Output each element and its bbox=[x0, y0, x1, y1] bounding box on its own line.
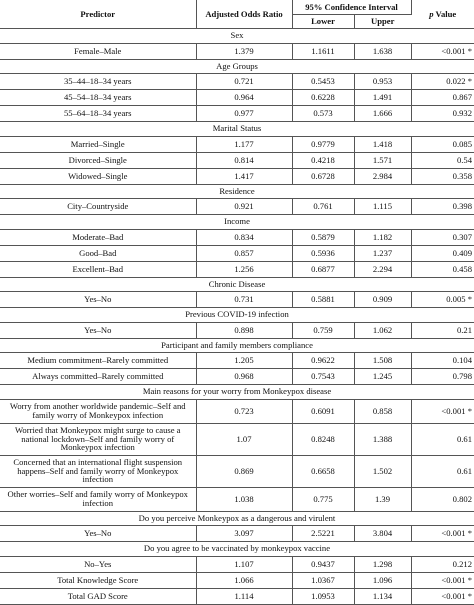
ci-upper-cell: 1.491 bbox=[354, 90, 411, 106]
predictor-cell: Other worries–Self and family worry of Monkeypox infection bbox=[0, 487, 196, 511]
ci-upper-cell: 1.39 bbox=[354, 487, 411, 511]
aor-cell: 1.07 bbox=[196, 423, 292, 455]
ci-lower-cell: 1.0953 bbox=[292, 588, 354, 604]
p-value-cell: 0.867 bbox=[411, 90, 474, 106]
ci-upper-cell: 0.909 bbox=[354, 292, 411, 308]
ci-upper-cell: 1.237 bbox=[354, 245, 411, 261]
p-value-cell: 0.398 bbox=[411, 199, 474, 215]
table-row bbox=[0, 90, 474, 106]
aor-cell: 1.114 bbox=[196, 588, 292, 604]
ci-lower-cell: 0.6728 bbox=[292, 168, 354, 184]
ci-lower-cell: 0.5879 bbox=[292, 229, 354, 245]
p-value-cell: 0.358 bbox=[411, 168, 474, 184]
section-label: Participant and family members compliance bbox=[0, 338, 474, 353]
ci-lower-cell: 0.775 bbox=[292, 487, 354, 511]
ci-lower-cell: 0.5881 bbox=[292, 292, 354, 308]
predictor-cell: Female–Male bbox=[0, 43, 196, 59]
p-value-cell: 0.458 bbox=[411, 261, 474, 277]
table-row bbox=[0, 245, 474, 261]
predictor-cell: Yes–No bbox=[0, 292, 196, 308]
predictor-cell: Moderate–Bad bbox=[0, 229, 196, 245]
p-value-cell: 0.212 bbox=[411, 556, 474, 572]
ci-lower-cell: 0.5936 bbox=[292, 245, 354, 261]
section-row bbox=[0, 29, 474, 44]
aor-cell: 1.038 bbox=[196, 487, 292, 511]
aor-cell: 1.066 bbox=[196, 572, 292, 588]
section-label: Main reasons for your worry from Monkeypox disease bbox=[0, 385, 474, 400]
predictor-cell: Yes–No bbox=[0, 526, 196, 542]
aor-cell: 0.869 bbox=[196, 455, 292, 487]
predictor-cell: Widowed–Single bbox=[0, 168, 196, 184]
header-confidence-interval: 95% Confidence Interval bbox=[292, 0, 411, 15]
predictor-cell: Yes–No bbox=[0, 322, 196, 338]
table-row bbox=[0, 199, 474, 215]
aor-cell: 1.107 bbox=[196, 556, 292, 572]
ci-lower-cell: 0.7543 bbox=[292, 369, 354, 385]
ci-upper-cell: 1.182 bbox=[354, 229, 411, 245]
p-value-cell: 0.54 bbox=[411, 152, 474, 168]
p-value-cell: <0.001 * bbox=[411, 526, 474, 542]
table-row bbox=[0, 526, 474, 542]
section-label: Marital Status bbox=[0, 122, 474, 137]
ci-lower-cell: 2.5221 bbox=[292, 526, 354, 542]
predictor-cell: Divorced–Single bbox=[0, 152, 196, 168]
section-row bbox=[0, 122, 474, 137]
table-row bbox=[0, 168, 474, 184]
ci-lower-cell: 0.6228 bbox=[292, 90, 354, 106]
ci-lower-cell: 0.4218 bbox=[292, 152, 354, 168]
table-row bbox=[0, 292, 474, 308]
p-value-cell: 0.085 bbox=[411, 136, 474, 152]
header-upper: Upper bbox=[354, 15, 411, 29]
aor-cell: 0.814 bbox=[196, 152, 292, 168]
table-row bbox=[0, 74, 474, 90]
aor-cell: 0.968 bbox=[196, 369, 292, 385]
predictor-cell: Excellent–Bad bbox=[0, 261, 196, 277]
ci-lower-cell: 0.573 bbox=[292, 106, 354, 122]
ci-upper-cell: 1.571 bbox=[354, 152, 411, 168]
header-lower: Lower bbox=[292, 15, 354, 29]
section-row bbox=[0, 215, 474, 230]
table-row bbox=[0, 322, 474, 338]
table-row bbox=[0, 106, 474, 122]
header-p-letter: p bbox=[429, 8, 434, 19]
section-row bbox=[0, 184, 474, 199]
ci-lower-cell: 1.0367 bbox=[292, 572, 354, 588]
p-value-cell: 0.005 * bbox=[411, 292, 474, 308]
p-value-cell: 0.104 bbox=[411, 353, 474, 369]
aor-cell: 1.177 bbox=[196, 136, 292, 152]
ci-lower-cell: 0.8248 bbox=[292, 423, 354, 455]
predictor-cell: Worried that Monkeypox might surge to cause a national lockdown–Self and family worry of Monkeypox infection bbox=[0, 423, 196, 455]
predictor-cell: 45–54–18–34 years bbox=[0, 90, 196, 106]
p-value-cell: 0.21 bbox=[411, 322, 474, 338]
ci-upper-cell: 1.096 bbox=[354, 572, 411, 588]
predictor-cell: Good–Bad bbox=[0, 245, 196, 261]
predictor-cell: Concerned that an international flight suspension happens–Self and family worry of Monkeypox infection bbox=[0, 455, 196, 487]
ci-lower-cell: 0.5453 bbox=[292, 74, 354, 90]
table-row bbox=[0, 588, 474, 604]
ci-upper-cell: 0.953 bbox=[354, 74, 411, 90]
header-p-suffix: Value bbox=[433, 8, 457, 19]
ci-lower-cell: 0.9437 bbox=[292, 556, 354, 572]
table-row bbox=[0, 152, 474, 168]
predictor-cell: City–Countryside bbox=[0, 199, 196, 215]
ci-lower-cell: 0.6877 bbox=[292, 261, 354, 277]
predictor-cell: 35–44–18–34 years bbox=[0, 74, 196, 90]
table-body bbox=[0, 29, 474, 605]
section-label: Age Groups bbox=[0, 59, 474, 74]
section-row bbox=[0, 277, 474, 292]
section-label: Residence bbox=[0, 184, 474, 199]
ci-upper-cell: 1.638 bbox=[354, 43, 411, 59]
aor-cell: 0.898 bbox=[196, 322, 292, 338]
section-label: Previous COVID-19 infection bbox=[0, 308, 474, 323]
section-row bbox=[0, 308, 474, 323]
predictor-cell: Total Knowledge Score bbox=[0, 572, 196, 588]
table-row bbox=[0, 572, 474, 588]
aor-cell: 0.723 bbox=[196, 399, 292, 423]
ci-lower-cell: 0.9779 bbox=[292, 136, 354, 152]
table-row bbox=[0, 136, 474, 152]
predictor-cell: Total GAD Score bbox=[0, 588, 196, 604]
p-value-cell: 0.932 bbox=[411, 106, 474, 122]
aor-cell: 0.721 bbox=[196, 74, 292, 90]
p-value-cell: 0.409 bbox=[411, 245, 474, 261]
p-value-cell: 0.802 bbox=[411, 487, 474, 511]
ci-lower-cell: 0.761 bbox=[292, 199, 354, 215]
section-label: Income bbox=[0, 215, 474, 230]
predictor-cell: Married–Single bbox=[0, 136, 196, 152]
table-row bbox=[0, 423, 474, 455]
ci-upper-cell: 1.508 bbox=[354, 353, 411, 369]
table-row bbox=[0, 399, 474, 423]
aor-cell: 1.379 bbox=[196, 43, 292, 59]
header-predictor: Predictor bbox=[0, 0, 196, 29]
table-row bbox=[0, 261, 474, 277]
aor-cell: 0.731 bbox=[196, 292, 292, 308]
p-value-cell: 0.307 bbox=[411, 229, 474, 245]
p-value-cell: <0.001 * bbox=[411, 43, 474, 59]
ci-upper-cell: 1.062 bbox=[354, 322, 411, 338]
predictor-cell: No–Yes bbox=[0, 556, 196, 572]
section-row bbox=[0, 338, 474, 353]
table-header bbox=[0, 0, 474, 29]
p-value-cell: 0.61 bbox=[411, 455, 474, 487]
aor-cell: 3.097 bbox=[196, 526, 292, 542]
ci-upper-cell: 0.858 bbox=[354, 399, 411, 423]
table-row bbox=[0, 369, 474, 385]
p-value-cell: 0.798 bbox=[411, 369, 474, 385]
predictor-cell: Medium commitment–Rarely committed bbox=[0, 353, 196, 369]
ci-lower-cell: 0.6658 bbox=[292, 455, 354, 487]
ci-lower-cell: 0.759 bbox=[292, 322, 354, 338]
p-value-cell: <0.001 * bbox=[411, 588, 474, 604]
ci-upper-cell: 1.502 bbox=[354, 455, 411, 487]
table-row bbox=[0, 556, 474, 572]
section-label: Do you perceive Monkeypox as a dangerous and virulent bbox=[0, 511, 474, 526]
table-row bbox=[0, 455, 474, 487]
predictor-cell: Always committed–Rarely committed bbox=[0, 369, 196, 385]
aor-cell: 0.964 bbox=[196, 90, 292, 106]
predictor-cell: Worry from another worldwide pandemic–Self and family worry of Monkeypox infection bbox=[0, 399, 196, 423]
aor-cell: 1.256 bbox=[196, 261, 292, 277]
aor-cell: 1.205 bbox=[196, 353, 292, 369]
aor-cell: 0.834 bbox=[196, 229, 292, 245]
aor-cell: 0.977 bbox=[196, 106, 292, 122]
aor-cell: 1.417 bbox=[196, 168, 292, 184]
ci-lower-cell: 1.1611 bbox=[292, 43, 354, 59]
ci-upper-cell: 1.134 bbox=[354, 588, 411, 604]
section-label: Chronic Disease bbox=[0, 277, 474, 292]
ci-upper-cell: 3.804 bbox=[354, 526, 411, 542]
p-value-cell: 0.022 * bbox=[411, 74, 474, 90]
section-label: Sex bbox=[0, 29, 474, 44]
ci-upper-cell: 1.388 bbox=[354, 423, 411, 455]
p-value-cell: 0.61 bbox=[411, 423, 474, 455]
ci-upper-cell: 2.984 bbox=[354, 168, 411, 184]
ci-upper-cell: 1.666 bbox=[354, 106, 411, 122]
aor-cell: 0.857 bbox=[196, 245, 292, 261]
table-row bbox=[0, 353, 474, 369]
p-value-cell: <0.001 * bbox=[411, 572, 474, 588]
section-label: Do you agree to be vaccinated by monkeypox vaccine bbox=[0, 542, 474, 557]
table-row bbox=[0, 487, 474, 511]
section-row bbox=[0, 385, 474, 400]
header-adjusted-odds-ratio: Adjusted Odds Ratio bbox=[196, 0, 292, 29]
ci-lower-cell: 0.6091 bbox=[292, 399, 354, 423]
p-value-cell: <0.001 * bbox=[411, 399, 474, 423]
header-p-value bbox=[411, 0, 474, 29]
section-row bbox=[0, 511, 474, 526]
ci-upper-cell: 1.115 bbox=[354, 199, 411, 215]
ci-upper-cell: 2.294 bbox=[354, 261, 411, 277]
ci-upper-cell: 1.245 bbox=[354, 369, 411, 385]
ci-upper-cell: 1.418 bbox=[354, 136, 411, 152]
aor-cell: 0.921 bbox=[196, 199, 292, 215]
ci-upper-cell: 1.298 bbox=[354, 556, 411, 572]
table-row bbox=[0, 229, 474, 245]
ci-lower-cell: 0.9622 bbox=[292, 353, 354, 369]
section-row bbox=[0, 59, 474, 74]
section-row bbox=[0, 542, 474, 557]
table-row bbox=[0, 43, 474, 59]
predictor-cell: 55–64–18–34 years bbox=[0, 106, 196, 122]
